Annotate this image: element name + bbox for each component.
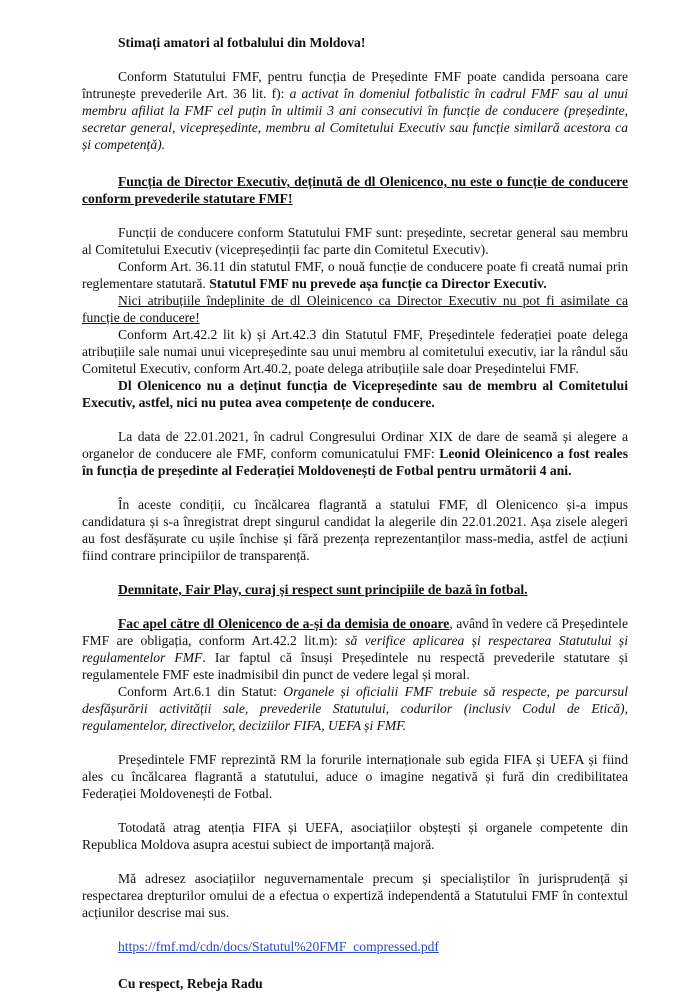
paragraph-appeal: Mă adresez asociațiilor neguvernamentale precum și specialiștilor în jurisprudență și respectarea drepturilor omului de a efectua o expertiză independentă a Statutului FMF în contextul acțiunilor descrise mai sus.: [82, 871, 628, 920]
link-line: [82, 938, 628, 955]
heading-director-executive: Funcția de Director Executiv, deținută de dl Olenicenco, nu este o funcție de conducere conform prevederile statutare FMF!: [82, 174, 628, 206]
paragraph-art-42: Conform Art.42.2 lit k) și Art.42.3 din Statutul FMF, Președintele federației poate delega atribuțiile sale numai unui vicepreședinte sau unui membru al comitetului executiv, iar la rândul său Comitetul Executiv, conform Art.40.2, poate delega atribuțiile sale doar Președintelui FMF.: [82, 327, 628, 376]
resignation-quote: să verifice aplicarea și respectarea Statutului și regulamentelor FMF: [82, 633, 628, 665]
greeting: Stimați amatori al fotbalului din Moldova!: [118, 35, 366, 50]
candidacy-text: Conform Statutului FMF, pentru funcția de Președinte FMF poate candida persoana care întrunește prevederile Art. 36 lit. f):: [82, 69, 628, 101]
art-36-11-text: Conform Art. 36.11 din statutul FMF, o nouă funcție de conducere poate fi creată numai prin reglementare statutară.: [82, 259, 628, 291]
paragraph-no-competence: Dl Olenicenco nu a deținut funcția de Vicepreședinte sau de membru al Comitetului Executiv, astfel, nici nu putea avea competențe de conducere.: [82, 378, 628, 410]
heading-principles: Demnitate, Fair Play, curaj și respect sunt principiile de bază în fotbal.: [118, 582, 528, 597]
statute-link[interactable]: https://fmf.md/cdn/docs/Statutul%20FMF_compressed.pdf: [118, 939, 439, 954]
paragraph-leadership-functions: Funcții de conducere conform Statutului FMF sunt: președinte, secretar general sau membru al Comitetului Executiv (vicepreședinții fac parte din Comitetul Executiv).: [82, 225, 628, 257]
paragraph-congress: [82, 428, 628, 479]
resignation-bold: Fac apel către dl Olenicenco de a-și da demisia de onoare: [118, 616, 450, 631]
congress-bold: Leonid Oleinicenco a fost reales în funcția de președinte al Federației Moldovenești de Fotbal pentru următorii 4 ani.: [82, 446, 628, 478]
candidacy-quote: a activat în domeniul fotbalistic în cadrul FMF sau al unui membru afiliat la FMF cel puțin în ultimii 3 ani consecutivi în funcție de conducere (președinte, secretar general, vicepreședinte, membru al Comitetului Executiv sau funcție similară acestora ca și competență).: [82, 86, 628, 152]
art-6-1-text: Conform Art.6.1 din Statut:: [118, 684, 284, 699]
paragraph-art-36-11: [82, 258, 628, 292]
paragraph-attributions: Nici atribuțiile îndeplinite de dl Oleinicenco ca Director Executiv nu pot fi asimilate ca funcție de conducere!: [82, 293, 628, 325]
resignation-text-end: . Iar faptul că însuși Președintele nu respectă prevederile statutare și regulamentele FMF este inadmisibil din punct de vedere legal și moral.: [82, 650, 628, 682]
art-6-1-quote: Organele și oficialii FMF trebuie să respecte, pe parcursul desfășurării activității sale, prevederile Statutului, codurilor (inclusiv Codul de Etică), regulamentelor, directivelor, deciziilor FIFA, UEFA și FMF.: [82, 684, 628, 733]
art-36-11-bold: Statutul FMF nu prevede așa funcție ca Director Executiv.: [209, 276, 547, 291]
resignation-text: , având în vedere că Președintele FMF are obligația, conform Art.42.2 lit.m):: [82, 616, 628, 648]
signature: Cu respect, Rebeja Radu: [118, 976, 263, 991]
paragraph-art-6-1: [82, 683, 628, 734]
paragraph-resignation-call: [82, 615, 628, 683]
congress-text: La data de 22.01.2021, în cadrul Congresului Ordinar XIX de dare de seamă și alegere a organelor de conducere ale FMF, conform comunicatului FMF:: [82, 429, 628, 461]
paragraph-candidacy-requirements: [82, 68, 628, 153]
paragraph-attention: Totodată atrag atenția FIFA și UEFA, asociațiilor obștești și organele competente din Republica Moldova asupra acestui subiect de importanță majoră.: [82, 820, 628, 852]
paragraph-representation: Președintele FMF reprezintă RM la forurile internaționale sub egida FIFA și UEFA și fiind ales cu încălcarea flagrantă a statutului, aduce o imagine negativă și fură din credibilitatea Federației Moldovenești de Fotbal.: [82, 752, 628, 801]
paragraph-elections: În aceste condiții, cu încălcarea flagrantă a statului FMF, dl Olenicenco și-a impus candidatura și s-a înregistrat drept singurul candidat la alegerile din 22.01.2021. Așa zisele alegeri au fost desfășurate cu ușile închise și fără prezența reprezentanților mass-media, astfel de acțiuni fiind contrare principiilor de transparență.: [82, 497, 628, 563]
